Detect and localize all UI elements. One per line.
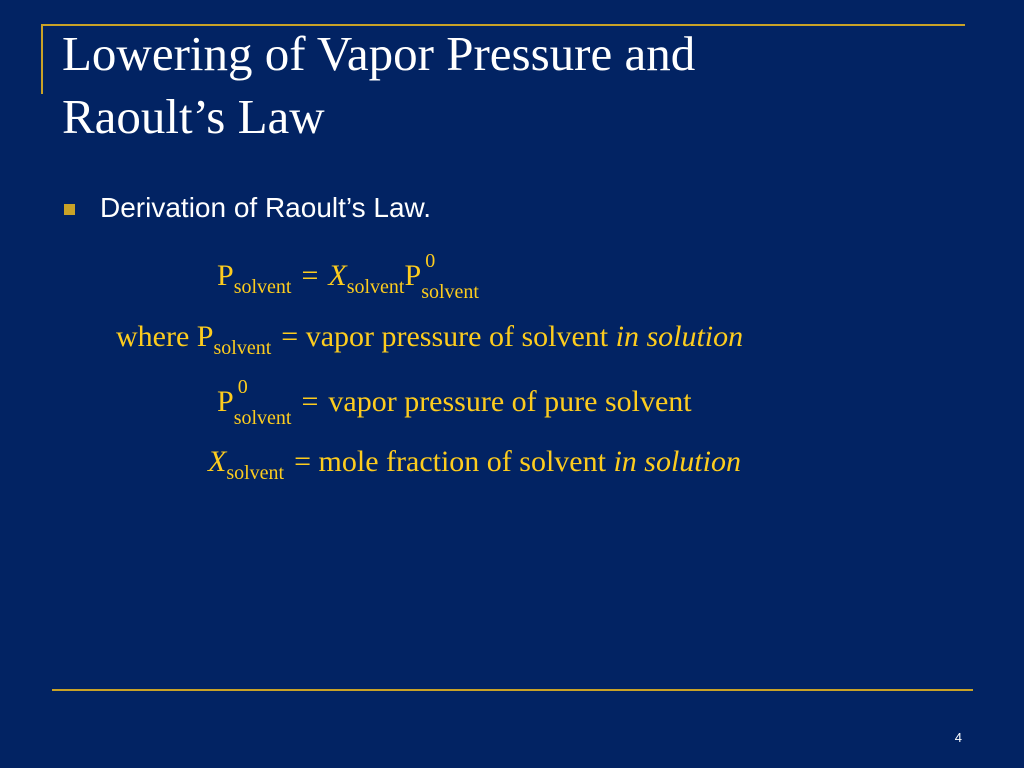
eq-p0: P (404, 259, 422, 292)
def3-sub: solvent (226, 462, 285, 484)
def1-text: vapor pressure of solvent (305, 320, 609, 353)
def1-sub: solvent (213, 337, 272, 359)
title-line-1: Lowering of Vapor Pressure and (62, 26, 696, 81)
def1-equals: = (281, 320, 299, 353)
def2-p: P (217, 385, 234, 418)
definition-p0-solvent (217, 376, 692, 429)
slide-title (62, 22, 962, 148)
def1-italic: in solution (615, 320, 744, 353)
eq-p0-sup: 0 (425, 250, 436, 272)
bullet-text: Derivation of Raoult’s Law. (100, 192, 431, 223)
eq-equals: = (301, 259, 319, 292)
def2-sup: 0 (237, 376, 248, 398)
def3-equals: = (294, 445, 312, 478)
def3-x: X (208, 445, 227, 478)
page-number: 4 (954, 730, 962, 745)
raoult-equation (217, 250, 479, 303)
eq-lhs-p: P (217, 259, 234, 292)
definition-p-solvent (116, 319, 743, 358)
def2-scripts (233, 376, 292, 429)
eq-x-sub: solvent (346, 276, 405, 298)
definition-x-solvent (208, 444, 741, 483)
def2-equals: = (301, 385, 319, 418)
def3-italic: in solution (613, 445, 741, 478)
frame-left-line (41, 24, 43, 94)
def1-prefix: where P (116, 320, 214, 353)
def3-text: mole fraction of solvent (318, 445, 606, 478)
bullet-square-icon (64, 204, 75, 215)
def2-sub: solvent (233, 407, 292, 429)
eq-p0-scripts (421, 250, 479, 303)
eq-x: X (328, 259, 347, 292)
def2-text: vapor pressure of pure solvent (328, 385, 692, 418)
frame-bottom-line (52, 689, 973, 691)
eq-lhs-sub: solvent (233, 276, 292, 298)
title-line-2: Raoult’s Law (62, 89, 325, 144)
eq-p0-sub: solvent (421, 281, 479, 303)
